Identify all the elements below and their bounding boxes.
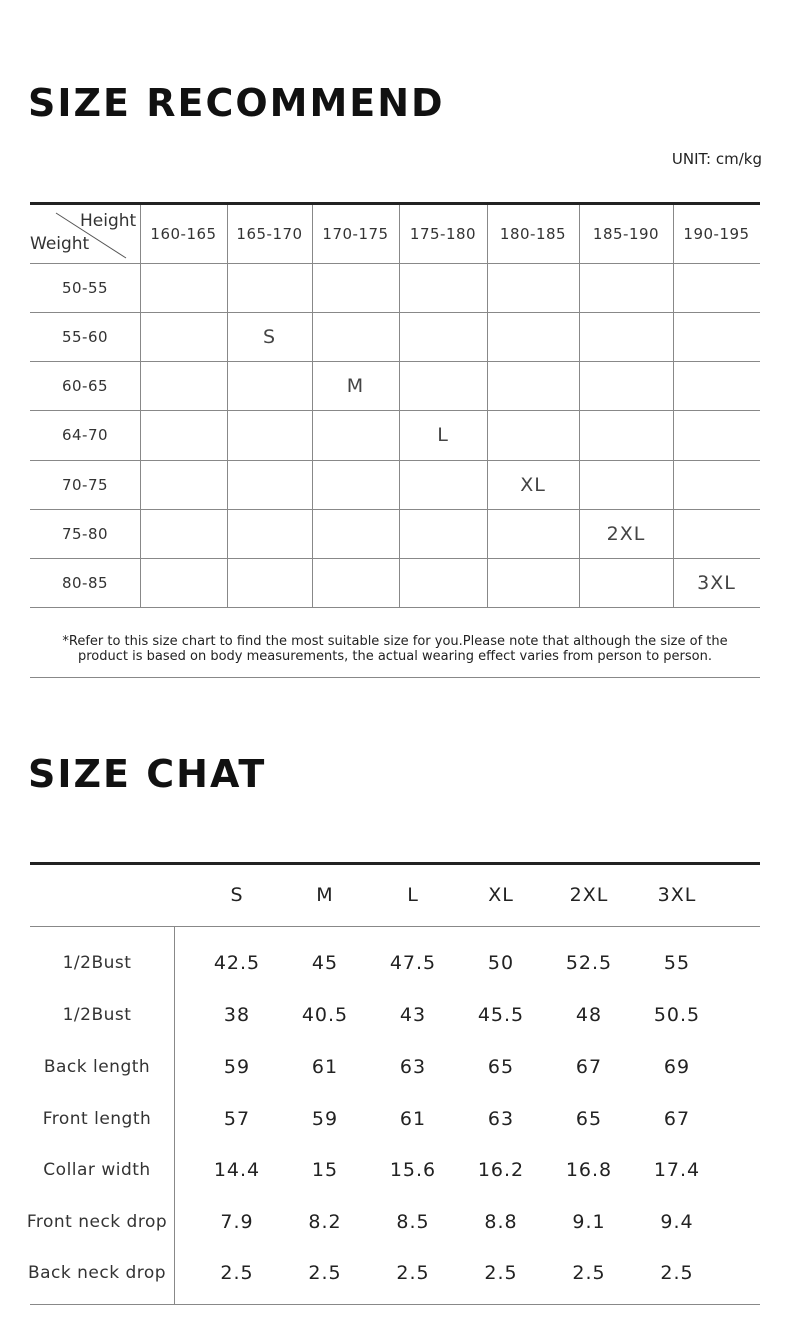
- size-recommend-table: [30, 202, 760, 608]
- grid-column-line: [140, 205, 141, 607]
- weight-range-header: 60-65: [61, 376, 109, 395]
- measurement-value: 8.5: [396, 1211, 430, 1233]
- measurement-value: 47.5: [389, 952, 437, 974]
- measurement-label: 1/2Bust: [62, 1005, 132, 1025]
- measurement-value: 14.4: [213, 1159, 261, 1181]
- recommended-size-cell: M: [346, 374, 365, 397]
- height-range-header: 185-190: [592, 225, 660, 243]
- size-note: [30, 634, 760, 664]
- grid-column-line: [227, 205, 228, 607]
- measurement-value: 43: [399, 1004, 427, 1026]
- chart-label-divider: [174, 927, 175, 1304]
- chart-top-border: [30, 862, 760, 865]
- grid-column-line: [673, 205, 674, 607]
- measurement-value: 16.2: [477, 1159, 525, 1181]
- corner-weight-label: Weight: [30, 234, 90, 254]
- measurement-value: 61: [399, 1108, 427, 1130]
- weight-range-header: 55-60: [61, 327, 109, 346]
- height-range-header: 170-175: [322, 225, 389, 243]
- size-column-header: S: [230, 884, 244, 906]
- height-range-header: 160-165: [150, 225, 217, 243]
- measurement-value: 2.5: [308, 1262, 342, 1284]
- size-note-line-1: *Refer to this size chart to find the most suitable size for you.Please note that although the size of the: [62, 634, 728, 649]
- measurement-label: Back length: [43, 1057, 151, 1077]
- measurement-value: 67: [575, 1056, 603, 1078]
- measurement-value: 59: [311, 1108, 339, 1130]
- corner-height-label: Height: [80, 211, 137, 231]
- measurement-value: 9.1: [572, 1211, 606, 1233]
- weight-range-header: 75-80: [61, 524, 109, 543]
- measurement-value: 2.5: [484, 1262, 518, 1284]
- chart-bottom-border: [30, 1304, 760, 1305]
- measurement-value: 45.5: [477, 1004, 525, 1026]
- measurement-value: 65: [575, 1108, 603, 1130]
- grid-column-line: [487, 205, 488, 607]
- measurement-value: 45: [311, 952, 339, 974]
- measurement-value: 8.8: [484, 1211, 518, 1233]
- measurement-value: 42.5: [213, 952, 261, 974]
- measurement-value: 57: [223, 1108, 251, 1130]
- measurement-value: 59: [223, 1056, 251, 1078]
- measurement-value: 2.5: [396, 1262, 430, 1284]
- measurement-value: 67: [663, 1108, 691, 1130]
- measurement-label: Front neck drop: [26, 1212, 168, 1232]
- height-range-header: 175-180: [409, 225, 477, 243]
- measurement-value: 15.6: [389, 1159, 437, 1181]
- size-column-header: 2XL: [569, 884, 609, 906]
- unit-label: UNIT: cm/kg: [671, 150, 762, 168]
- measurement-value: 8.2: [308, 1211, 342, 1233]
- size-column-header: M: [316, 884, 334, 906]
- height-range-header: 165-170: [236, 225, 303, 243]
- size-note-line-2: product is based on body measurements, the actual wearing effect varies from person to person.: [78, 649, 712, 664]
- recommended-size-cell: 3XL: [697, 571, 736, 594]
- recommended-size-cell: 2XL: [606, 522, 646, 545]
- grid-row-line: [30, 607, 760, 608]
- measurement-value: 16.8: [565, 1159, 613, 1181]
- measurement-label: Collar width: [43, 1160, 151, 1180]
- size-chart-title: SIZE CHAT: [28, 752, 267, 796]
- measurement-value: 61: [311, 1056, 339, 1078]
- measurement-value: 7.9: [220, 1211, 254, 1233]
- measurement-value: 2.5: [572, 1262, 606, 1284]
- measurement-value: 52.5: [565, 952, 613, 974]
- measurement-label: Front length: [42, 1109, 152, 1129]
- measurement-value: 9.4: [660, 1211, 694, 1233]
- weight-range-header: 50-55: [61, 278, 109, 297]
- measurement-value: 63: [399, 1056, 427, 1078]
- size-column-header: 3XL: [657, 884, 697, 906]
- note-divider: [30, 677, 760, 678]
- measurement-label: 1/2Bust: [62, 953, 132, 973]
- measurement-value: 55: [663, 952, 691, 974]
- recommended-size-cell: XL: [520, 473, 546, 496]
- measurement-value: 17.4: [653, 1159, 701, 1181]
- weight-range-header: 70-75: [61, 475, 109, 494]
- height-range-header: 180-185: [499, 225, 567, 243]
- grid-column-line: [399, 205, 400, 607]
- chart-header-divider: [30, 926, 760, 927]
- weight-range-header: 64-70: [61, 426, 109, 444]
- measurement-label: Back neck drop: [27, 1263, 167, 1283]
- measurement-value: 38: [223, 1004, 251, 1026]
- size-recommend-title: SIZE RECOMMEND: [28, 81, 445, 125]
- measurement-value: 50: [487, 952, 515, 974]
- weight-range-header: 80-85: [61, 573, 109, 592]
- size-column-header: XL: [488, 884, 514, 906]
- size-column-header: L: [407, 884, 419, 906]
- recommended-size-cell: S: [262, 325, 277, 348]
- measurement-value: 63: [487, 1108, 515, 1130]
- measurement-value: 40.5: [301, 1004, 349, 1026]
- measurement-value: 48: [575, 1004, 603, 1026]
- height-range-header: 190-195: [683, 225, 750, 243]
- measurement-value: 2.5: [660, 1262, 694, 1284]
- measurement-value: 69: [663, 1056, 691, 1078]
- measurement-value: 65: [487, 1056, 515, 1078]
- measurement-value: 50.5: [653, 1004, 701, 1026]
- recommended-size-cell: L: [437, 424, 449, 446]
- measurement-value: 15: [311, 1159, 339, 1181]
- measurement-value: 2.5: [220, 1262, 254, 1284]
